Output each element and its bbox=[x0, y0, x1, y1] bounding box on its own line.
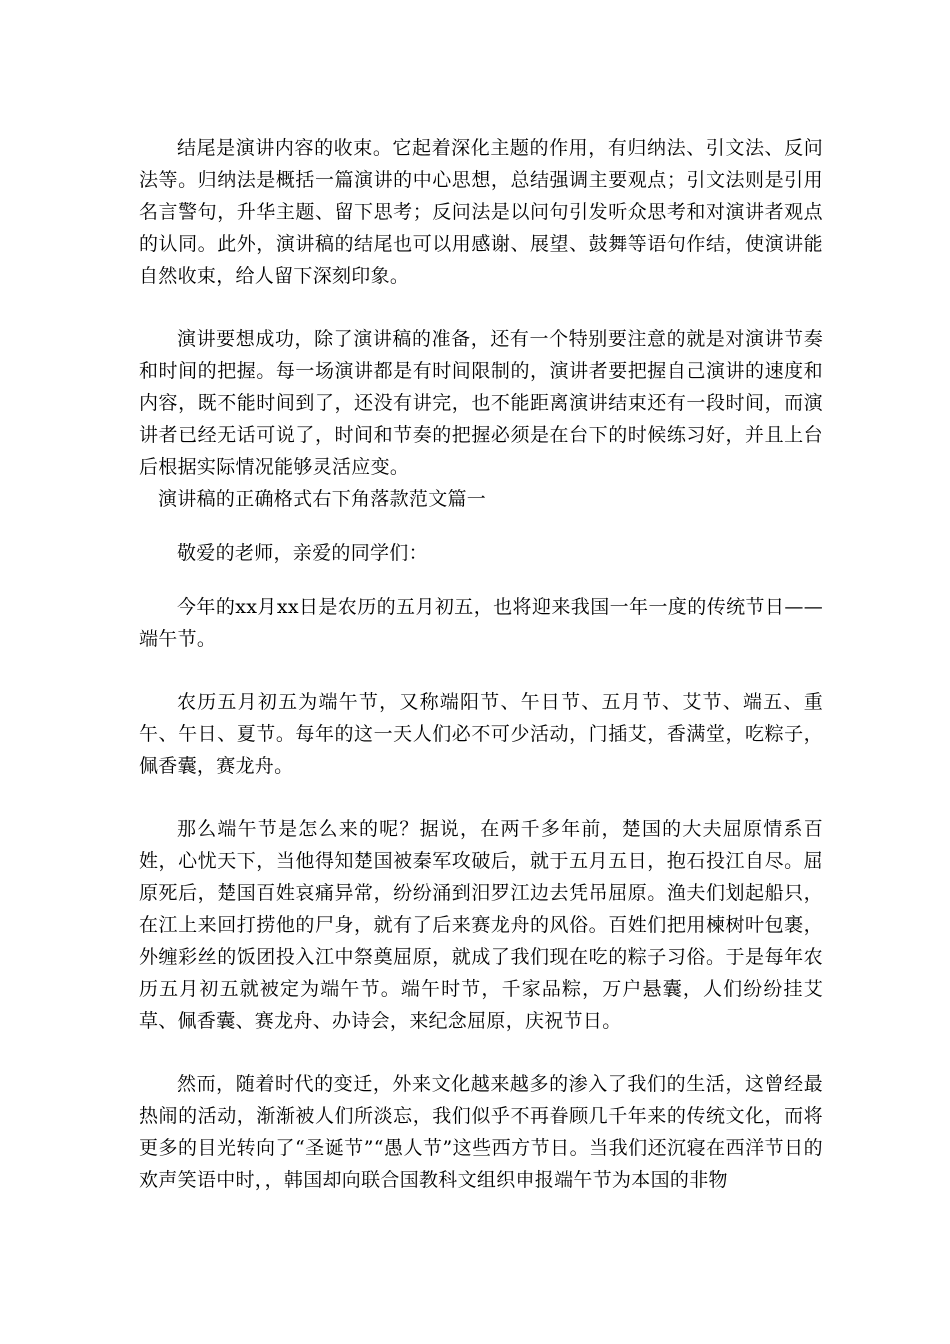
paragraph-ending-methods: 结尾是演讲内容的收束。它起着深化主题的作用，有归纳法、引文法、反问法等。归纳法是概括一篇演讲的中心思想，总结强调主要观点；引文法则是引用名言警句，升华主题、留下思考；反问法是以问句引发听众思考和对演讲者观点的认同。此外，演讲稿的结尾也可以用感谢、展望、鼓舞等语句作结，使演讲能自然收束，给人留下深刻印象。 bbox=[139, 137, 823, 287]
section-title: 演讲稿的正确格式右下角落款范文篇一 bbox=[158, 488, 487, 510]
speech-paragraph-intro: 今年的xx月xx日是农历的五月初五，也将迎来我国一年一度的传统节日——端午节。 bbox=[139, 596, 823, 650]
speech-paragraph-names: 农历五月初五为端午节，又称端阳节、午日节、五月节、艾节、端五、重午、午日、夏节。每年的这一天人们必不可少活动，门插艾，香满堂，吃粽子，佩香囊，赛龙舟。 bbox=[139, 691, 823, 777]
speech-paragraph-origin: 那么端午节是怎么来的呢？据说，在两千多年前，楚国的大夫屈原情系百姓，心忧天下，当他得知楚国被秦军攻破后，就于五月五日，抱石投江自尽。屈原死后，楚国百姓哀痛异常，纷纷涌到汨罗江边去凭吊屈原。渔夫们划起船只，在江上来回打捞他的尸身，就有了后来赛龙舟的风俗。百姓们把用楝树叶包裹，外缠彩丝的饭团投入江中祭奠屈原，就成了我们现在吃的粽子习俗。于是每年农历五月初五就被定为端午节。端午时节，千家品粽，万户悬囊，人们纷纷挂艾草、佩香囊、赛龙舟、办诗会，来纪念屈原，庆祝节日。 bbox=[139, 818, 823, 1032]
document-body bbox=[139, 132, 823, 1196]
speech-paragraph-change: 然而，随着时代的变迁，外来文化越来越多的渗入了我们的生活，这曾经最热闹的活动，渐渐被人们所淡忘，我们似乎不再眷顾几千年来的传统文化，而将更多的目光转向了“圣诞节”“愚人节”这些西方节日。当我们还沉寝在西洋节日的欢声笑语中时，，韩国却向联合国教科文组织申报端午节为本国的非物 bbox=[139, 1073, 823, 1191]
speech-salutation: 敬爱的老师，亲爱的同学们： bbox=[177, 542, 428, 564]
paragraph-timing: 演讲要想成功，除了演讲稿的准备，还有一个特别要注意的就是对演讲节奏和时间的把握。每一场演讲都是有时间限制的，演讲者要把握自己演讲的速度和内容，既不能时间到了，还没有讲完，也不能距离演讲结束还有一段时间，而演讲者已经无话可说了，时间和节奏的把握必须是在台下的时候练习好，并且上台后根据实际情况能够灵活应变。 bbox=[139, 328, 823, 478]
